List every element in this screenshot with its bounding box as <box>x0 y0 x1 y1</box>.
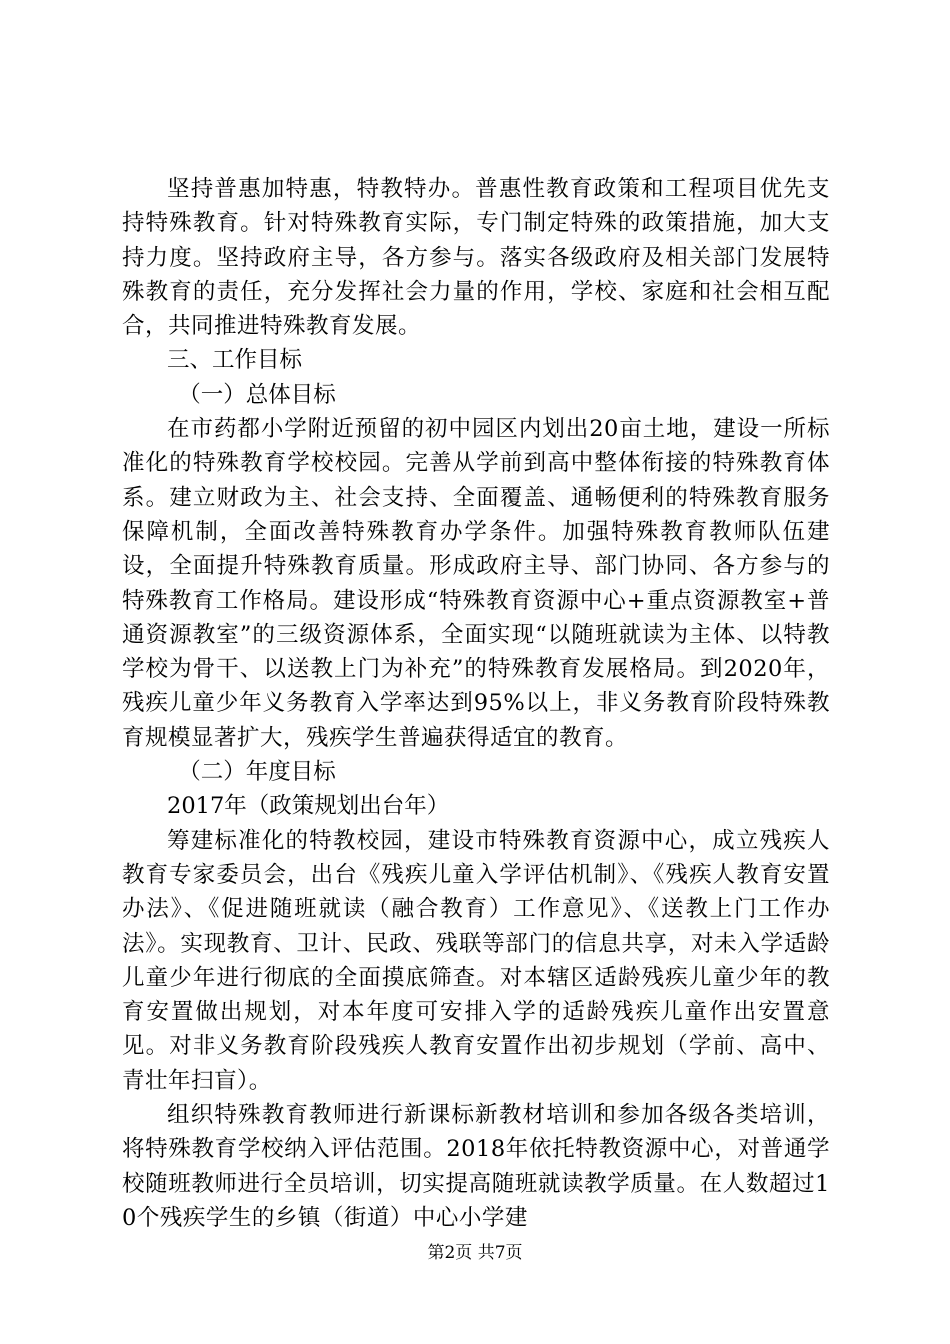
paragraph-overall-goal: 在市药都小学附近预留的初中园区内划出20亩土地，建设一所标准化的特殊教育学校校园。完善从学前到高中整体衔接的特殊教育体系。建立财政为主、社会支持、全面覆盖、通畅便利的特殊教育服务保障机制，全面改善特殊教育办学条件。加强特殊教育教师队伍建设，全面提升特殊教育质量。形成政府主导、部门协同、各方参与的特殊教育工作格局。建设形成“特殊教育资源中心+重点资源教室+普通资源教室”的三级资源体系，全面实现“以随班就读为主体、以特教学校为骨干、以送教上门为补充”的特殊教育发展格局。到2020年，残疾儿童少年义务教育入学率达到95%以上，非义务教育阶段特殊教育规模显著扩大，残疾学生普遍获得适宜的教育。 <box>122 416 830 751</box>
paragraph-principles: 坚持普惠加特惠，特教特办。普惠性教育政策和工程项目优先支持特殊教育。针对特殊教育实际，专门制定特殊的政策措施，加大支持力度。坚持政府主导，各方参与。落实各级政府及相关部门发展特殊教育的责任，充分发挥社会力量的作用，学校、家庭和社会相互配合，共同推进特殊教育发展。 <box>122 176 830 340</box>
subsection-heading-annual-goal: （二）年度目标 <box>178 759 336 786</box>
page-footer: 第2页 共7页 <box>427 1243 523 1263</box>
section-heading-work-goals: 三、工作目标 <box>167 347 303 374</box>
paragraph-teacher-training: 组织特殊教育教师进行新课标新教材培训和参加各级各类培训，将特殊教育学校纳入评估范围。2018年依托特教资源中心，对普通学校随班教师进行全员培训，切实提高随班就读教学质量。在人数超过10个残疾学生的乡镇（街道）中心小学建 <box>122 1102 830 1231</box>
document-body <box>122 172 830 1235</box>
paragraph-2017-plan: 筹建标准化的特教校园，建设市特殊教育资源中心，成立残疾人教育专家委员会，出台《残疾儿童入学评估机制》、《残疾人教育安置办法》、《促进随班就读（融合教育）工作意见》、《送教上门工作办法》。实现教育、卫计、民政、残联等部门的信息共享，对未入学适龄儿童少年进行彻底的全面摸底筛查。对本辖区适龄残疾儿童少年的教育安置做出规划，对本年度可安排入学的适龄残疾儿童作出安置意见。对非义务教育阶段残疾人教育安置作出初步规划（学前、高中、青壮年扫盲）。 <box>122 827 830 1094</box>
year-heading-2017: 2017年（政策规划出台年） <box>167 793 450 820</box>
subsection-heading-overall-goal: （一）总体目标 <box>178 381 336 408</box>
